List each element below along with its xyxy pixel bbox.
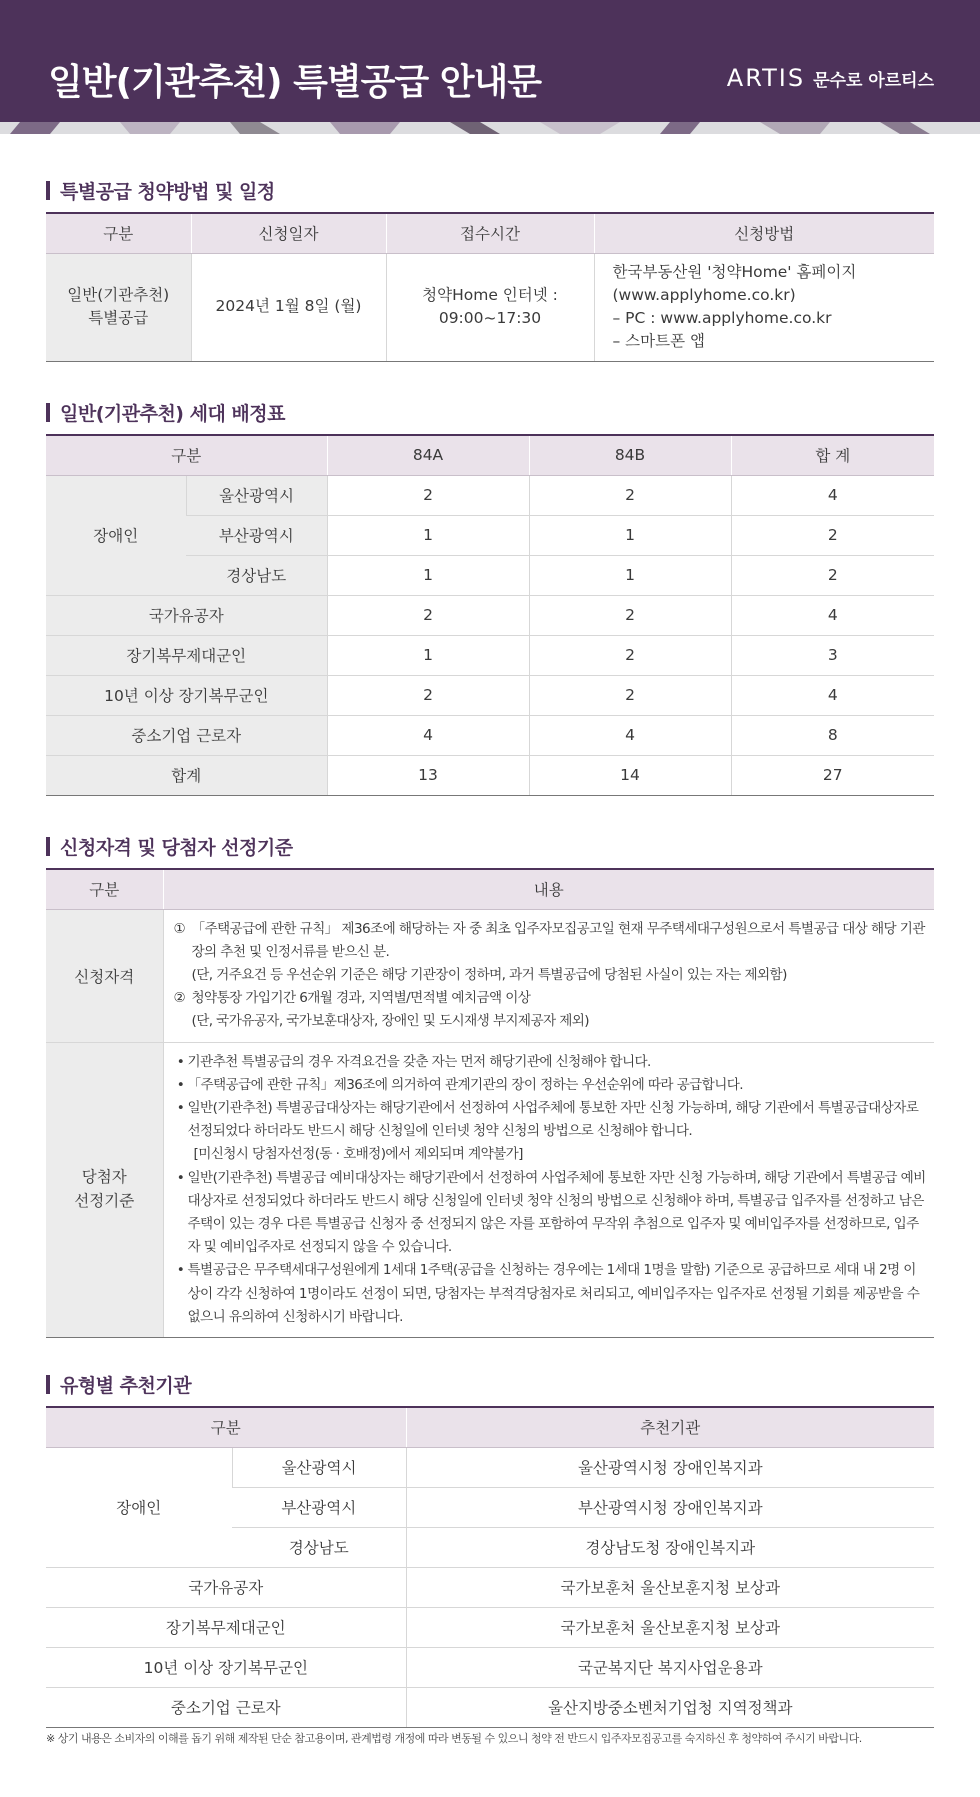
application-method: 한국부동산원 '청약Home' 홈페이지 (www.applyhome.co.kr) – PC : www.applyhome.co.kr – 스마트폰 앱 [594, 253, 934, 361]
table-row [46, 1042, 934, 1337]
column-header: 84A [327, 435, 529, 475]
column-header: 구분 [46, 1407, 406, 1447]
row-label: 중소기업 근로자 [46, 1687, 406, 1727]
row-label: 10년 이상 장기복무군인 [46, 1647, 406, 1687]
section-heading [46, 1370, 934, 1398]
section-title: 신청자격 및 당첨자 선정기준 [60, 836, 293, 859]
cell-84b: 2 [529, 635, 731, 675]
cell-sum: 2 [731, 515, 934, 555]
row-label: 울산광역시 [232, 1447, 406, 1487]
row-label: 장기복무제대군인 [46, 1607, 406, 1647]
schedule-table-wrap [46, 212, 934, 362]
table-header-row [46, 213, 934, 253]
agency-name: 경상남도청 장애인복지과 [406, 1527, 934, 1567]
row-label: 경상남도 [232, 1527, 406, 1567]
item-text: 일반(기관추천) 특별공급 예비대상자는 해당기관에서 선정하여 사업주체에 통보한 자만 신청 가능하며, 해당 기관에서 특별공급 예비대상자로 선정되었다 하더라도 반드시 해당 신청일에 인터넷 청약 신청의 방법으로 신청해야 하며, 특별공급 입주자를 선정하고 남은 주택이 있는 경우 다른 특별공급 신청자 중 선정되지 않은 자를 포함하여 무작위 추첨으로 입주자 및 예비입주자를 선정하므로, 입주자 및 예비입주자로 선정되지 않을 수 있습니다. [187, 1169, 926, 1256]
column-header: 구분 [46, 435, 327, 475]
row-label: 국가유공자 [46, 1567, 406, 1607]
brand-mark: ARTIS [726, 64, 806, 92]
agency-name: 울산광역시청 장애인복지과 [406, 1447, 934, 1487]
selection-content [163, 1042, 934, 1337]
table-row [46, 715, 934, 755]
list-item [174, 1259, 929, 1329]
column-header: 추천기관 [406, 1407, 934, 1447]
column-header: 84B [529, 435, 731, 475]
agency-table [46, 1406, 934, 1728]
qualification-content [163, 909, 934, 1042]
table-row [46, 1607, 934, 1647]
agency-name: 국가보훈처 울산보훈지청 보상과 [406, 1607, 934, 1647]
allocation-table [46, 434, 934, 796]
section-heading [46, 832, 934, 860]
supply-type: 일반(기관추천) 특별공급 [46, 253, 191, 361]
agency-name: 울산지방중소벤처기업청 지역정책과 [406, 1687, 934, 1727]
section-heading [46, 398, 934, 426]
decorative-band [0, 122, 980, 134]
cell-sum: 2 [731, 555, 934, 595]
cell-84b: 2 [529, 595, 731, 635]
cell-sum: 4 [731, 675, 934, 715]
list-item [174, 987, 929, 1010]
bullet-icon: • [176, 1053, 185, 1070]
section-marker [46, 403, 50, 422]
row-label: 경상남도 [186, 555, 327, 595]
cell-84b: 2 [529, 675, 731, 715]
section-agencies [46, 1370, 934, 1398]
row-label: 신청자격 [46, 909, 163, 1042]
row-label: 국가유공자 [46, 595, 327, 635]
section-criteria [46, 832, 934, 860]
criteria-table [46, 868, 934, 1338]
cell-84a: 1 [327, 635, 529, 675]
bullet-icon: • [176, 1169, 185, 1186]
row-label: 10년 이상 장기복무군인 [46, 675, 327, 715]
item-text: 특별공급은 무주택세대구성원에게 1세대 1주택(공급을 신청하는 경우에는 1세대 1명을 말함) 기준으로 공급하므로 세대 내 2명 이상이 각각 신청하여 1명이라도 선정이 되면, 당첨자는 부적격당첨자로 처리되고, 예비입주자는 입주자로 선정될 기회를 제공받을 수 없으니 유의하여 신청하시기 바랍니다. [187, 1262, 920, 1325]
allocation-table-wrap [46, 434, 934, 796]
section-marker [46, 837, 50, 856]
total-row [46, 755, 934, 795]
cell-84a: 1 [327, 555, 529, 595]
cell-sum: 27 [731, 755, 934, 795]
table-row [46, 1447, 934, 1487]
reception-time: 청약Home 인터넷 : 09:00~17:30 [386, 253, 594, 361]
item-note: [미신청시 당첨자선정(동 · 호배정)에서 제외되며 계약불가] [193, 1146, 523, 1163]
footnote: ※ 상기 내용은 소비자의 이해를 돕기 위해 제작된 단순 참고용이며, 관계법령 개정에 따라 변동될 수 있으니 청약 전 반드시 입주자모집공고를 숙지하신 후 청약하여 주시기 바랍니다. [46, 1732, 862, 1745]
item-text: 「주택공급에 관한 규칙」제36조에 의거하여 관계기관의 장이 정하는 우선순위에 따라 공급합니다. [187, 1076, 743, 1093]
item-text: 청약통장 가입기간 6개월 경과, 지역별/면적별 예치금액 이상 [191, 990, 531, 1007]
item-note: (단, 거주요건 등 우선순위 기준은 해당 기관장이 정하며, 과거 특별공급에 당첨된 사실이 있는 자는 제외함) [191, 966, 787, 983]
cell-84a: 1 [327, 515, 529, 555]
table-row [46, 1567, 934, 1607]
item-text-main: 일반(기관추천) 특별공급대상자는 해당기관에서 선정하여 사업주체에 통보한 자만 신청 가능하며, 해당 기관에서 특별공급대상자로 선정되었다 하더라도 반드시 해당 신청일에 인터넷 청약 신청의 방법으로 신청해야 합니다. [187, 1099, 919, 1140]
section-title: 특별공급 청약방법 및 일정 [60, 180, 275, 203]
row-label: 합계 [46, 755, 327, 795]
row-label: 장기복무제대군인 [46, 635, 327, 675]
section-title: 일반(기관추천) 세대 배정표 [60, 402, 285, 425]
row-label: 부산광역시 [186, 515, 327, 555]
section-heading [46, 176, 934, 204]
table-header-row [46, 869, 934, 909]
column-header: 신청방법 [594, 213, 934, 253]
page-header [0, 0, 980, 122]
agency-name: 부산광역시청 장애인복지과 [406, 1487, 934, 1527]
table-row [46, 635, 934, 675]
application-date: 2024년 1월 8일 (월) [191, 253, 386, 361]
row-label: 중소기업 근로자 [46, 715, 327, 755]
bullet-icon: • [176, 1262, 185, 1279]
agency-name: 국가보훈처 울산보훈지청 보상과 [406, 1567, 934, 1607]
cell-84a: 2 [327, 595, 529, 635]
section-allocation [46, 398, 934, 426]
cell-sum: 3 [731, 635, 934, 675]
item-note: (단, 국가유공자, 국가보훈대상자, 장애인 및 도시재생 부지제공자 제외) [191, 1013, 589, 1030]
table-row [46, 909, 934, 1042]
table-row [46, 253, 934, 361]
list-item [174, 1051, 929, 1074]
section-schedule [46, 176, 934, 204]
column-header: 신청일자 [191, 213, 386, 253]
cell-84b: 14 [529, 755, 731, 795]
brand-logo [727, 64, 934, 92]
schedule-table [46, 212, 934, 362]
item-text [188, 1097, 929, 1167]
item-number: ① [173, 920, 186, 937]
list-item [174, 1074, 929, 1097]
criteria-table-wrap [46, 868, 934, 1338]
cell-84b: 1 [529, 515, 731, 555]
brand-name: 문수로 아르티스 [813, 71, 934, 91]
column-header: 내용 [163, 869, 934, 909]
list-item [174, 1097, 929, 1167]
cell-sum: 8 [731, 715, 934, 755]
table-header-row [46, 1407, 934, 1447]
row-label: 당첨자 선정기준 [46, 1042, 163, 1337]
column-header: 구분 [46, 213, 191, 253]
item-text: 「주택공급에 관한 규칙」 제36조에 해당하는 자 중 최초 입주자모집공고일 현재 무주택세대구성원으로서 특별공급 대상 해당 기관장의 추천 및 인정서류를 받으신 분. [191, 920, 925, 960]
column-header: 접수시간 [386, 213, 594, 253]
bullet-icon: • [176, 1076, 185, 1093]
agency-table-wrap [46, 1406, 934, 1728]
page-title: 일반(기관추천) 특별공급 안내문 [48, 62, 542, 103]
table-row [46, 475, 934, 515]
column-header: 합 계 [731, 435, 934, 475]
bullet-icon: • [176, 1099, 185, 1116]
table-row [46, 595, 934, 635]
row-label: 울산광역시 [186, 475, 327, 515]
group-label: 장애인 [46, 475, 186, 595]
section-marker [46, 1375, 50, 1394]
cell-sum: 4 [731, 475, 934, 515]
cell-84b: 2 [529, 475, 731, 515]
group-label: 장애인 [46, 1447, 232, 1567]
item-number: ② [173, 990, 186, 1007]
cell-sum: 4 [731, 595, 934, 635]
section-title: 유형별 추천기관 [60, 1374, 192, 1397]
cell-84b: 1 [529, 555, 731, 595]
table-row [46, 1687, 934, 1727]
cell-84a: 4 [327, 715, 529, 755]
agency-name: 국군복지단 복지사업운용과 [406, 1647, 934, 1687]
cell-84a: 13 [327, 755, 529, 795]
cell-84a: 2 [327, 675, 529, 715]
list-item [174, 1167, 929, 1260]
cell-84a: 2 [327, 475, 529, 515]
cell-84b: 4 [529, 715, 731, 755]
table-row [46, 675, 934, 715]
table-header-row [46, 435, 934, 475]
list-item [174, 918, 929, 964]
item-text: 기관추천 특별공급의 경우 자격요건을 갖춘 자는 먼저 해당기관에 신청해야 합니다. [187, 1053, 651, 1070]
row-label: 부산광역시 [232, 1487, 406, 1527]
column-header: 구분 [46, 869, 163, 909]
section-marker [46, 181, 50, 200]
table-row [46, 1647, 934, 1687]
